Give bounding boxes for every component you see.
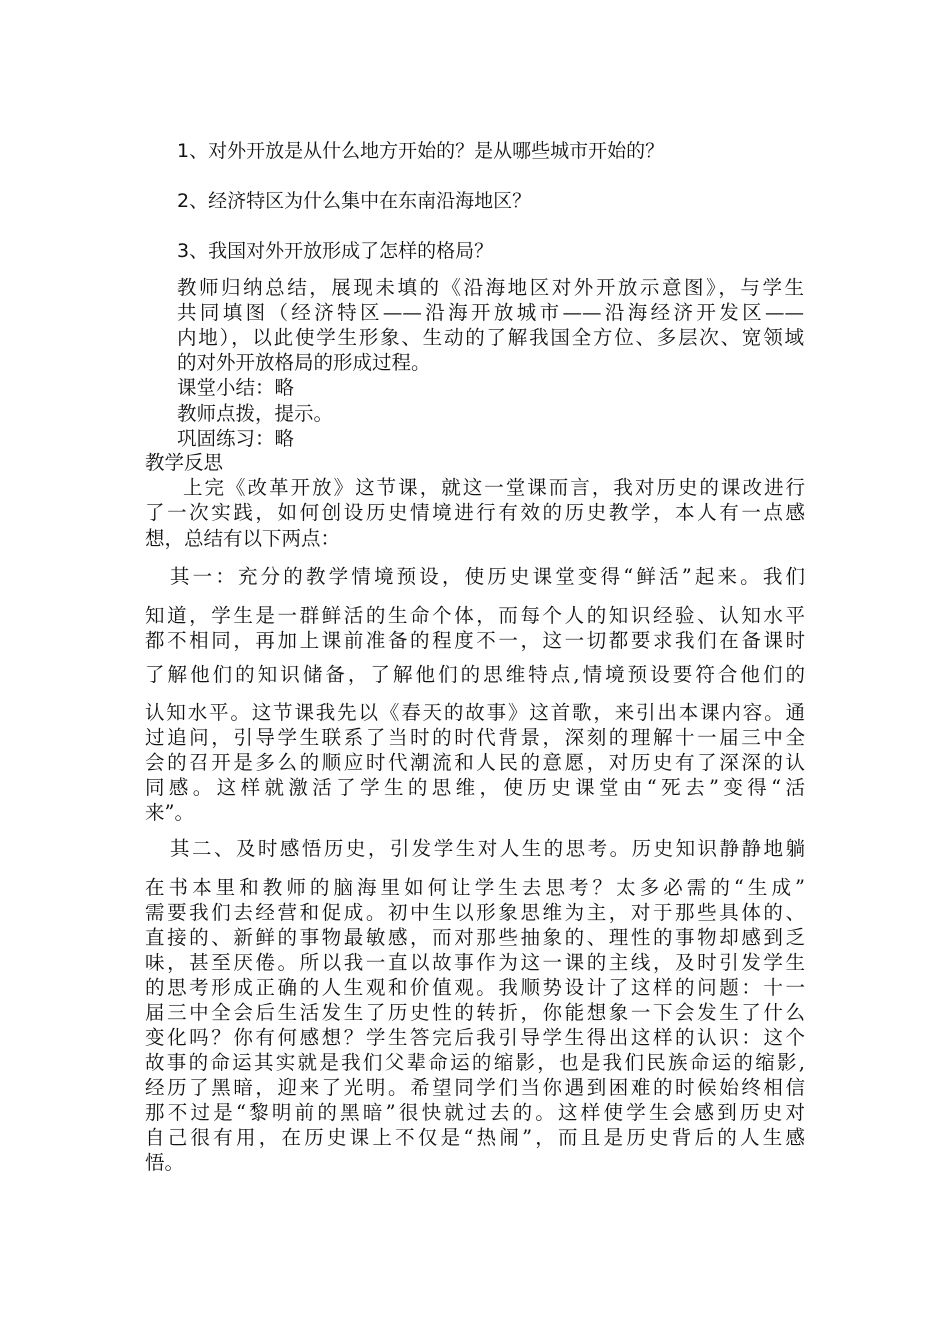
question-1: 1、对外开放是从什么地方开始的？是从哪些城市开始的？ <box>177 140 665 162</box>
point1-line: 知道，学生是一群鲜活的生命个体，而每个人的知识经验、认知水平 <box>145 604 805 627</box>
point2-line: 悟。 <box>145 1151 185 1174</box>
point2-line: 味，甚至厌倦。所以我一直以故事作为这一课的主线，及时引发学生 <box>145 951 805 974</box>
summary-line: 共同填图（经济特区——沿海开放城市——沿海经济开发区—— <box>177 301 804 324</box>
point2-line: 那不过是“黎明前的黑暗”很快就过去的。这样使学生会感到历史对 <box>145 1101 805 1124</box>
point2-line: 届三中全会后生活发生了历史性的转折，你能想象一下会发生了什么 <box>145 1001 805 1024</box>
point2-line: 在书本里和教师的脑海里如何让学生去思考？太多必需的“生成” <box>145 876 805 899</box>
point1-line: 都不相同，再加上课前准备的程度不一，这一切都要求我们在备课时 <box>145 629 805 652</box>
point1-line: 了解他们的知识储备，了解他们的思维特点,情境预设要符合他们的 <box>145 663 805 686</box>
point1-line: 过追问，引导学生联系了当时的时代背景，深刻的理解十一届三中全 <box>145 726 805 749</box>
point1-line: 同感。这样就激活了学生的思维，使历史课堂由“死去”变得“活 <box>145 776 805 799</box>
point2-line: 自己很有用，在历史课上不仅是“热闹”，而且是历史背后的人生感 <box>145 1126 805 1149</box>
summary-line: 教师归纳总结，展现未填的《沿海地区对外开放示意图》，与学生 <box>177 276 804 299</box>
point2-line: 需要我们去经营和促成。初中生以形象思维为主，对于那些具体的、 <box>145 901 805 924</box>
point1-line: 来”。 <box>145 801 194 824</box>
intro-line: 上完《改革开放》这节课，就这一堂课而言，我对历史的课改进行 <box>183 476 805 499</box>
point1-line: 其一：充分的教学情境预设，使历史课堂变得“鲜活”起来。我们 <box>170 565 805 588</box>
point1-line: 认知水平。这节课我先以《春天的故事》这首歌，来引出本课内容。通 <box>145 701 805 724</box>
class-summary: 课堂小结：略 <box>177 376 295 399</box>
reflection-heading: 教学反思 <box>145 451 224 474</box>
consolidation-practice: 巩固练习：略 <box>177 427 295 450</box>
teacher-guidance: 教师点拨，提示。 <box>177 402 334 425</box>
point2-line: 经历了黑暗，迎来了光明。希望同学们当你遇到困难的时候始终相信 <box>145 1076 805 1099</box>
question-2: 2、经济特区为什么集中在东南沿海地区？ <box>177 190 532 212</box>
point2-line: 直接的、新鲜的事物最敏感，而对那些抽象的、理性的事物却感到乏 <box>145 926 805 949</box>
intro-line: 了一次实践，如何创设历史情境进行有效的历史教学，本人有一点感 <box>145 501 805 524</box>
summary-line: 的对外开放格局的形成过程。 <box>177 351 431 374</box>
question-3: 3、我国对外开放形成了怎样的格局？ <box>177 240 494 262</box>
point2-line: 故事的命运其实就是我们父辈命运的缩影，也是我们民族命运的缩影, <box>145 1051 805 1074</box>
summary-line: 内地），以此使学生形象、生动的了解我国全方位、多层次、宽领域 <box>177 326 804 349</box>
point2-line: 变化吗？你有何感想？学生答完后我引导学生得出这样的认识：这个 <box>145 1026 805 1049</box>
point2-line: 的思考形成正确的人生观和价值观。我顺势设计了这样的问题：十一 <box>145 976 805 999</box>
point2-line: 其二、及时感悟历史，引发学生对人生的思考。历史知识静静地躺 <box>170 837 805 860</box>
intro-line: 想，总结有以下两点： <box>145 527 341 550</box>
point1-line: 会的召开是多么的顺应时代潮流和人民的意愿，对历史有了深深的认 <box>145 751 805 774</box>
